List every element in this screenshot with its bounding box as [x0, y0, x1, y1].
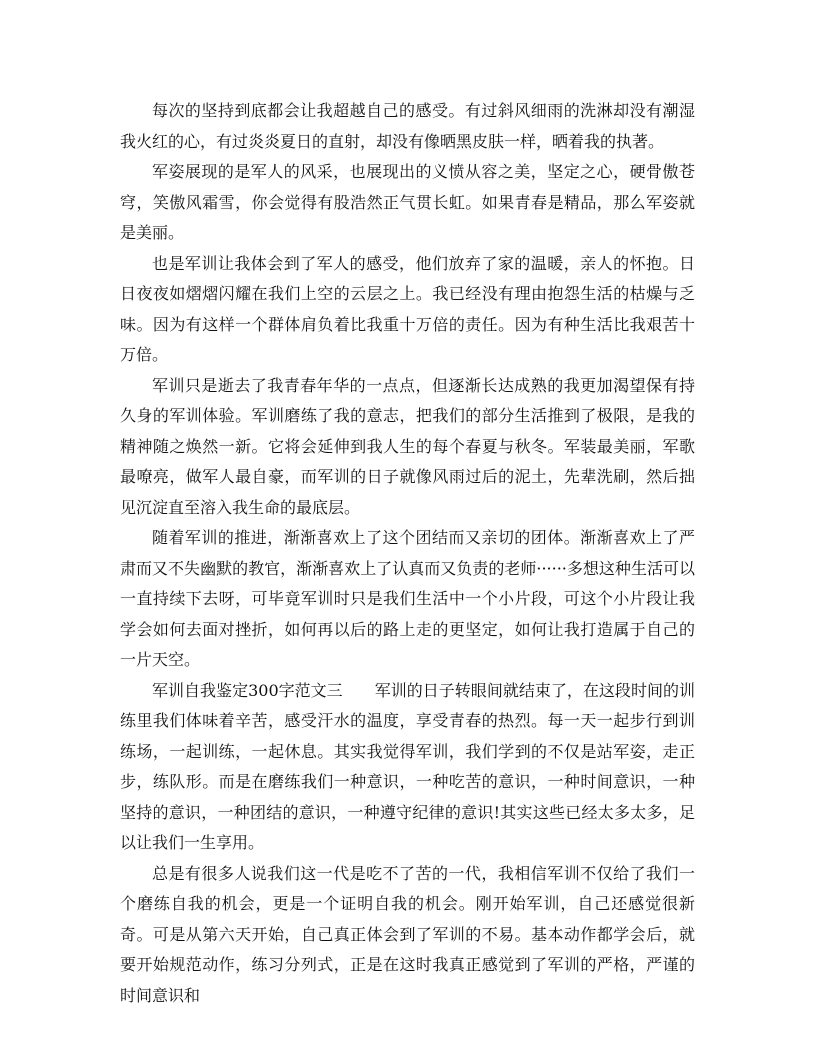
paragraph-2: 军姿展现的是军人的风采，也展现出的义愤从容之美，坚定之心，硬骨傲苍穹，笑傲风霜雪，你会觉得有股浩然正气贯长虹。如果青春是精品，那么军姿就是美丽。	[120, 162, 695, 242]
paragraph-7: 总是有很多人说我们这一代是吃不了苦的一代，我相信军训不仅给了我们一个磨练自我的机会，更是一个证明自我的机会。刚开始军训，自己还感觉很新奇。可是从第六天开始，自己真正体会到了军训的不易。基本动作都学会后，就要开始规范动作，练习分列式，正是在这时我真正感觉到了军训的严格，严谨的时间意识和	[120, 863, 695, 1005]
paragraph-5: 随着军训的推进，渐渐喜欢上了这个团结而又亲切的团体。渐渐喜欢上了严肃而又不失幽默的教官，渐渐喜欢上了认真而又负责的老师······多想这种生活可以一直持续下去呀，可毕竟军训时只是我们生活中一个小片段，可这个小片段让我学会如何去面对挫折，如何再以后的路上走的更坚定，如何让我打造属于自己的一片天空。	[120, 528, 695, 669]
paragraph-3: 也是军训让我体会到了军人的感受，他们放弃了家的温暖，亲人的怀抱。日日夜夜如熠熠闪耀在我们上空的云层之上。我已经没有理由抱怨生活的枯燥与乏味。因为有这样一个群体肩负着比我重十万倍的责任。因为有种生活比我艰苦十万倍。	[120, 253, 695, 364]
document-body	[120, 96, 695, 1011]
paragraph-4: 军训只是逝去了我青春年华的一点点，但逐渐长达成熟的我更加渴望保有持久身的军训体验。军训磨练了我的意志，把我们的部分生活推到了极限，是我的精神随之焕然一新。它将会延伸到我人生的每个春夏与秋冬。军装最美丽，军歌最嘹亮，做军人最自豪，而军训的日子就像风雨过后的泥土，先辈洗刷，然后拙见沉淀直至溶入我生命的最底层。	[120, 375, 695, 517]
paragraph-6: 军训自我鉴定300字范文三 军训的日子转眼间就结束了，在这段时间的训练里我们体味着辛苦，感受汗水的温度，享受青春的热烈。每一天一起步行到训练场，一起训练，一起休息。其实我觉得军训，我们学到的不仅是站军姿，走正步，练队形。而是在磨练我们一种意识，一种吃苦的意识，一种时间意识，一种坚持的意识，一种团结的意识，一种遵守纪律的意识!其实这些已经太多太多，足以让我们一生享用。	[120, 680, 695, 852]
paragraph-1: 每次的坚持到底都会让我超越自己的感受。有过斜风细雨的洗淋却没有潮湿我火红的心，有过炎炎夏日的直射，却没有像晒黑皮肤一样，晒着我的执著。	[120, 101, 695, 151]
